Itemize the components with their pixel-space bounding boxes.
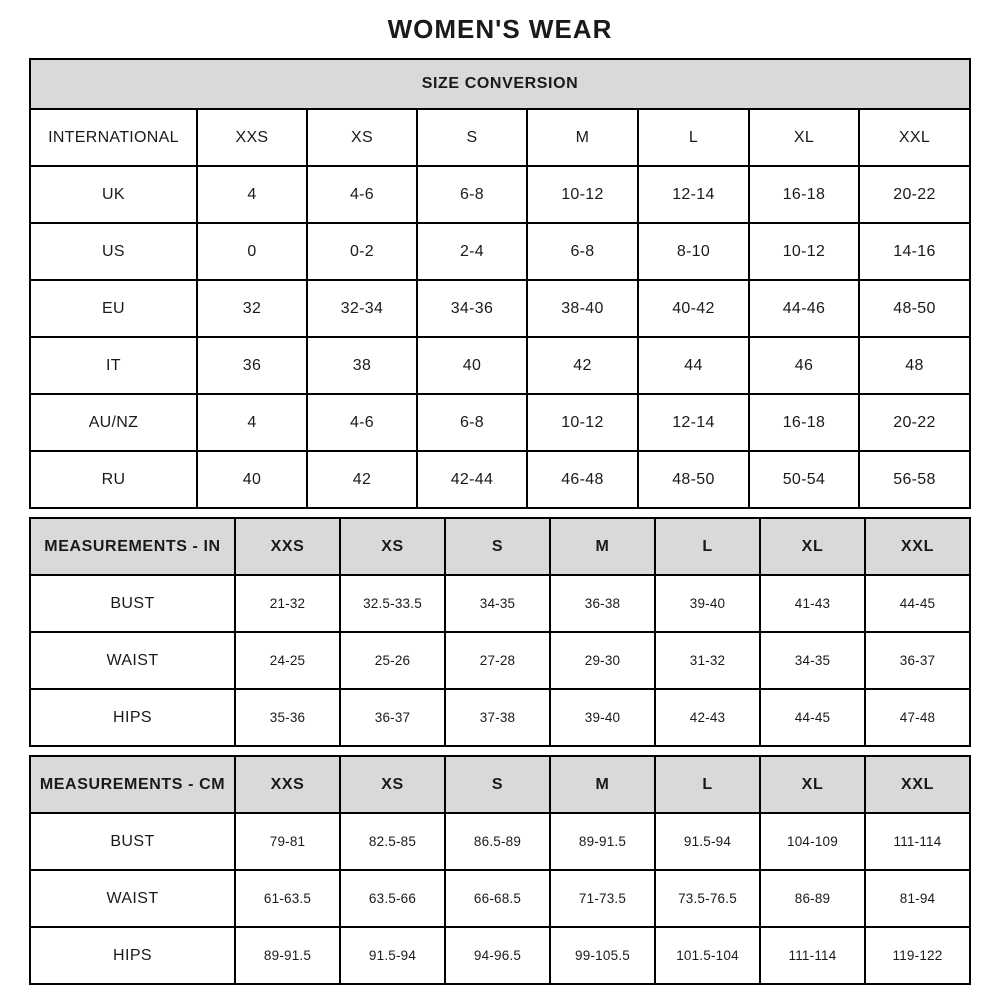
size-cell: 36 [197,337,307,394]
table-row-uk [30,166,970,223]
table-header-row [30,109,970,166]
size-cell: 40 [417,337,527,394]
measure-cell: 47-48 [865,689,970,746]
measure-cell: 101.5-104 [655,927,760,984]
measure-cell: 71-73.5 [550,870,655,927]
measure-cell: 94-96.5 [445,927,550,984]
size-cell: 48-50 [638,451,749,508]
row-label-aunz: AU/NZ [30,394,197,451]
size-cell: 0 [197,223,307,280]
row-label-bust: BUST [30,575,235,632]
measure-cell: 25-26 [340,632,445,689]
row-label-uk: UK [30,166,197,223]
row-label-hips: HIPS [30,927,235,984]
measure-cell: 42-43 [655,689,760,746]
row-label-hips: HIPS [30,689,235,746]
size-cell: 10-12 [527,394,638,451]
size-cell: 8-10 [638,223,749,280]
size-cell: 2-4 [417,223,527,280]
measure-cell: 24-25 [235,632,340,689]
size-cell: 42 [307,451,417,508]
size-cell: 50-54 [749,451,859,508]
measurements-in-caption: MEASUREMENTS - IN [30,518,235,575]
measurements-cm-table [29,755,971,985]
col-header-l: L [655,518,760,575]
size-cell: 10-12 [749,223,859,280]
col-header-xxl: XXL [865,518,970,575]
measure-cell: 37-38 [445,689,550,746]
table-header-row [30,518,970,575]
size-cell: 46 [749,337,859,394]
size-cell: 32-34 [307,280,417,337]
col-header-xxs: XXS [197,109,307,166]
size-cell: 56-58 [859,451,970,508]
measure-cell: 89-91.5 [550,813,655,870]
size-cell: 4-6 [307,166,417,223]
measurements-cm-caption: MEASUREMENTS - CM [30,756,235,813]
size-cell: 42-44 [417,451,527,508]
table-row-us [30,223,970,280]
col-header-m: M [527,109,638,166]
col-header-xl: XL [760,518,865,575]
size-cell: 14-16 [859,223,970,280]
table-caption-row [30,59,970,109]
table-header-row [30,756,970,813]
measure-cell: 66-68.5 [445,870,550,927]
col-header-xs: XS [340,756,445,813]
size-cell: 0-2 [307,223,417,280]
size-conversion-caption: SIZE CONVERSION [30,59,970,109]
size-cell: 48-50 [859,280,970,337]
size-cell: 6-8 [527,223,638,280]
size-cell: 32 [197,280,307,337]
size-cell: 4 [197,394,307,451]
col-header-international: INTERNATIONAL [30,109,197,166]
size-conversion-table [29,58,971,509]
col-header-xxs: XXS [235,756,340,813]
table-row-it [30,337,970,394]
measure-cell: 39-40 [655,575,760,632]
measure-cell: 82.5-85 [340,813,445,870]
size-cell: 20-22 [859,166,970,223]
size-cell: 12-14 [638,394,749,451]
measure-cell: 36-38 [550,575,655,632]
table-row-ru [30,451,970,508]
measure-cell: 27-28 [445,632,550,689]
col-header-xxl: XXL [859,109,970,166]
col-header-xl: XL [760,756,865,813]
row-label-bust: BUST [30,813,235,870]
size-cell: 44 [638,337,749,394]
measure-cell: 91.5-94 [340,927,445,984]
col-header-s: S [445,518,550,575]
size-cell: 40 [197,451,307,508]
table-row-hips [30,927,970,984]
size-cell: 46-48 [527,451,638,508]
col-header-xs: XS [340,518,445,575]
row-label-us: US [30,223,197,280]
size-cell: 6-8 [417,166,527,223]
measure-cell: 34-35 [760,632,865,689]
measure-cell: 63.5-66 [340,870,445,927]
measure-cell: 111-114 [865,813,970,870]
size-cell: 6-8 [417,394,527,451]
table-row-aunz [30,394,970,451]
measure-cell: 86.5-89 [445,813,550,870]
col-header-xxl: XXL [865,756,970,813]
table-row-hips [30,689,970,746]
table-row-waist [30,632,970,689]
measure-cell: 44-45 [760,689,865,746]
measure-cell: 35-36 [235,689,340,746]
size-cell: 16-18 [749,394,859,451]
table-row-bust [30,575,970,632]
size-cell: 38 [307,337,417,394]
size-cell: 12-14 [638,166,749,223]
measure-cell: 79-81 [235,813,340,870]
size-cell: 40-42 [638,280,749,337]
col-header-xl: XL [749,109,859,166]
measure-cell: 86-89 [760,870,865,927]
measure-cell: 29-30 [550,632,655,689]
measurements-in-table [29,517,971,747]
row-label-waist: WAIST [30,870,235,927]
measure-cell: 111-114 [760,927,865,984]
col-header-l: L [655,756,760,813]
measure-cell: 32.5-33.5 [340,575,445,632]
size-cell: 44-46 [749,280,859,337]
measure-cell: 91.5-94 [655,813,760,870]
measure-cell: 31-32 [655,632,760,689]
col-header-m: M [550,518,655,575]
size-cell: 42 [527,337,638,394]
measure-cell: 41-43 [760,575,865,632]
row-label-eu: EU [30,280,197,337]
row-label-waist: WAIST [30,632,235,689]
measure-cell: 61-63.5 [235,870,340,927]
measure-cell: 39-40 [550,689,655,746]
size-cell: 20-22 [859,394,970,451]
measure-cell: 81-94 [865,870,970,927]
size-cell: 4 [197,166,307,223]
measure-cell: 34-35 [445,575,550,632]
table-row-bust [30,813,970,870]
measure-cell: 21-32 [235,575,340,632]
measure-cell: 36-37 [340,689,445,746]
col-header-xs: XS [307,109,417,166]
col-header-l: L [638,109,749,166]
measure-cell: 119-122 [865,927,970,984]
col-header-s: S [417,109,527,166]
size-cell: 10-12 [527,166,638,223]
size-cell: 34-36 [417,280,527,337]
size-cell: 38-40 [527,280,638,337]
table-row-eu [30,280,970,337]
size-cell: 48 [859,337,970,394]
size-cell: 4-6 [307,394,417,451]
size-cell: 16-18 [749,166,859,223]
measure-cell: 36-37 [865,632,970,689]
measure-cell: 73.5-76.5 [655,870,760,927]
row-label-it: IT [30,337,197,394]
col-header-m: M [550,756,655,813]
measure-cell: 104-109 [760,813,865,870]
col-header-xxs: XXS [235,518,340,575]
row-label-ru: RU [30,451,197,508]
measure-cell: 89-91.5 [235,927,340,984]
measure-cell: 44-45 [865,575,970,632]
table-row-waist [30,870,970,927]
page-title: WOMEN'S WEAR [387,14,613,44]
col-header-s: S [445,756,550,813]
measure-cell: 99-105.5 [550,927,655,984]
